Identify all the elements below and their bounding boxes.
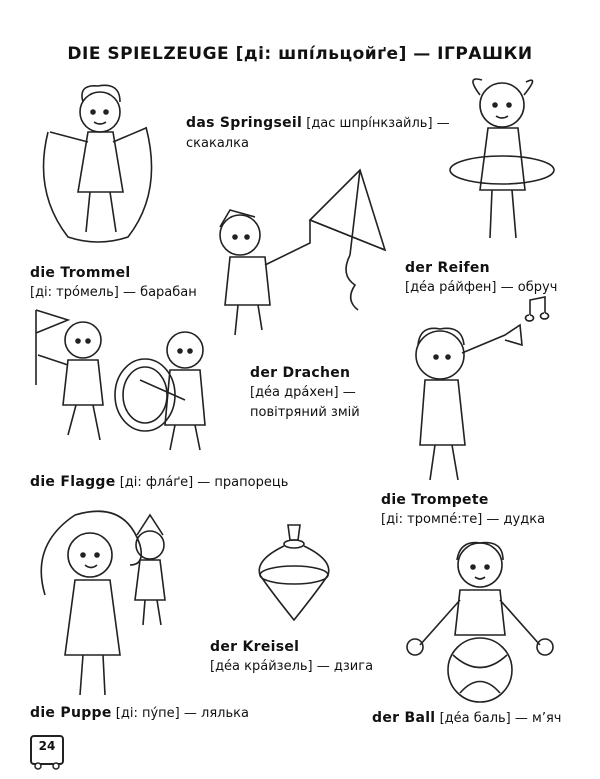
entry-translation: [ді: флáґе] — прапорець xyxy=(119,475,289,490)
entry-transcription: [дéа дрáхен] — xyxy=(250,385,356,400)
entry-translation: [дéа крáйзель] — дзига xyxy=(210,659,374,674)
entry-translation: [ді: тромпé:те] — дудка xyxy=(381,512,546,527)
girl-with-hoop-illustration xyxy=(440,60,560,250)
entry-meaning: скакалка xyxy=(186,136,249,151)
page-number-badge xyxy=(30,735,64,765)
entry-drachen xyxy=(250,363,360,423)
page-number: 24 xyxy=(38,739,56,753)
girl-jumping-rope-illustration xyxy=(28,72,168,262)
entry-transcription: [дас шпрíнкзайль] — xyxy=(306,116,450,131)
girl-with-doll-illustration xyxy=(25,505,195,700)
entry-trompete xyxy=(381,490,545,530)
entry-translation: [дéа баль] — м’яч xyxy=(439,711,562,726)
entry-trommel xyxy=(30,263,197,303)
entry-kreisel xyxy=(210,637,373,677)
entry-word: das Springseil xyxy=(186,115,303,131)
entry-word: die Puppe xyxy=(30,705,112,721)
page-title: DIE SPIELZEUGE [ді: шпíльцойґе] — ІГРАШКИ xyxy=(67,44,533,64)
entry-word: die Flagge xyxy=(30,474,116,490)
spinning-top-illustration xyxy=(240,520,350,630)
entry-translation: [ді: трóмель] — барабан xyxy=(30,285,197,300)
entry-word: der Kreisel xyxy=(210,639,300,655)
entry-translation: [ді: пýпе] — лялька xyxy=(115,706,249,721)
entry-springseil xyxy=(186,113,450,154)
boy-with-ball-illustration xyxy=(405,535,555,710)
boy-with-kite-illustration xyxy=(200,165,400,340)
boy-with-trumpet-illustration xyxy=(400,295,560,485)
entry-reifen xyxy=(405,258,557,298)
entry-meaning: повітряний змій xyxy=(250,405,360,420)
entry-word: die Trompete xyxy=(381,492,489,508)
boy-with-drum-illustration xyxy=(110,325,220,455)
entry-word: die Trommel xyxy=(30,265,131,281)
wagon-wheels-icon xyxy=(30,762,64,770)
entry-word: der Reifen xyxy=(405,260,490,276)
entry-ball xyxy=(372,708,561,729)
entry-word: der Drachen xyxy=(250,365,351,381)
entry-puppe xyxy=(30,703,249,724)
entry-flagge xyxy=(30,472,288,493)
entry-word: der Ball xyxy=(372,710,436,726)
entry-translation: [дéа рáйфен] — обруч xyxy=(405,280,558,295)
boy-with-flag-illustration xyxy=(28,305,118,445)
